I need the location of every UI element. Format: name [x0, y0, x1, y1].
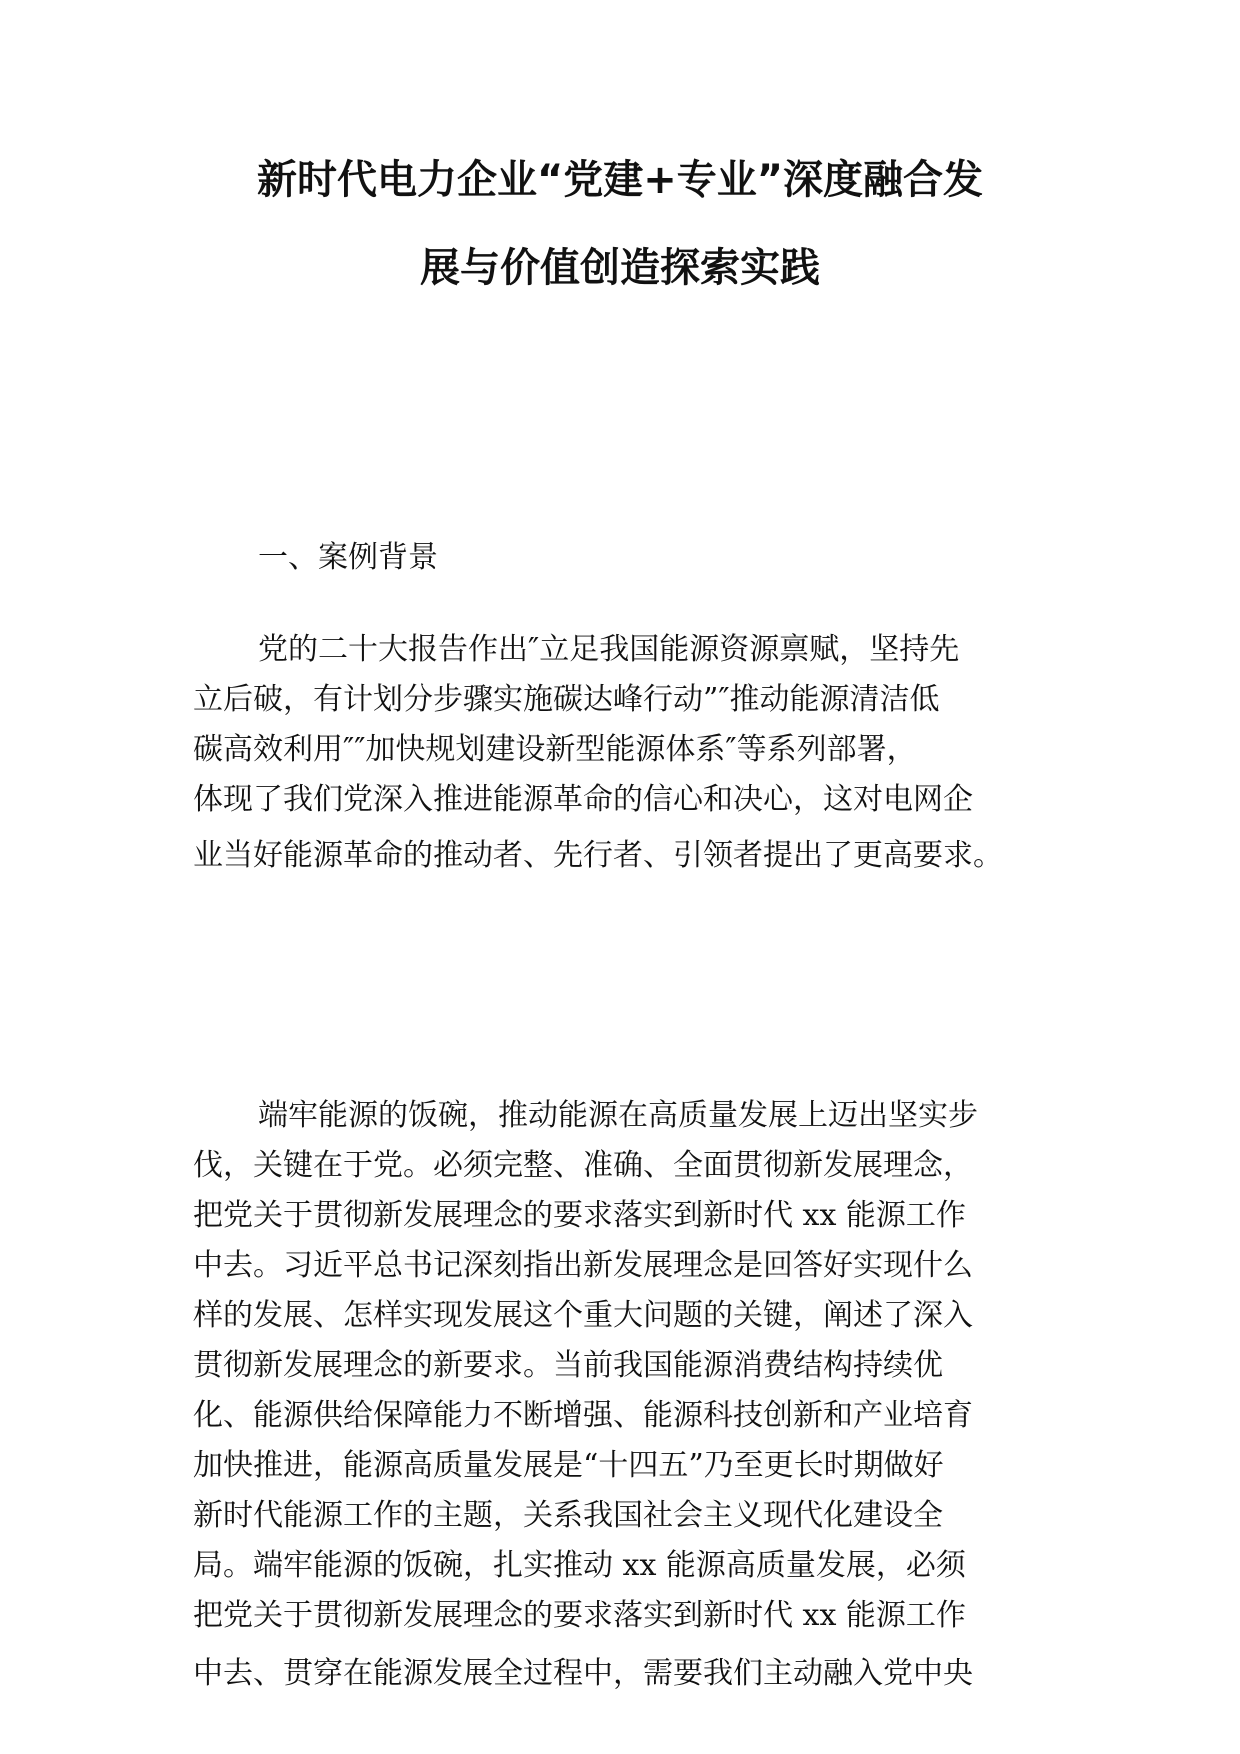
paragraph-1-line: 业当好能源革命的推动者、先行者、引领者提出了更高要求。 — [193, 838, 1003, 873]
paragraph-2-line: 化、能源供给保障能力不断增强、能源科技创新和产业培育 — [193, 1398, 973, 1433]
paragraph-2-line: 伐，关键在于党。必须完整、准确、全面贯彻新发展理念， — [193, 1148, 973, 1183]
paragraph-2-line: 把党关于贯彻新发展理念的要求落实到新时代 xx 能源工作 — [193, 1598, 966, 1633]
paragraph-2-line: 端牢能源的饭碗，推动能源在高质量发展上迈出坚实步 — [258, 1098, 978, 1133]
paragraph-2-line: 样的发展、怎样实现发展这个重大问题的关键，阐述了深入 — [193, 1298, 973, 1333]
section-heading: 一、案例背景 — [258, 540, 438, 575]
paragraph-1-line: 党的二十大报告作出″立足我国能源资源禀赋，坚持先 — [258, 632, 960, 667]
paragraph-2-line: 新时代能源工作的主题，关系我国社会主义现代化建设全 — [193, 1498, 943, 1533]
paragraph-2-line: 中去、贯穿在能源发展全过程中，需要我们主动融入党中央 — [193, 1656, 973, 1691]
paragraph-2-line: 加快推进，能源高质量发展是“十四五”乃至更长时期做好 — [193, 1448, 944, 1483]
document-title-line-1: 新时代电力企业“党建+专业”深度融合发 — [256, 157, 984, 203]
paragraph-2-line: 把党关于贯彻新发展理念的要求落实到新时代 xx 能源工作 — [193, 1198, 966, 1233]
paragraph-1-line: 立后破，有计划分步骤实施碳达峰行动”″推动能源清洁低 — [193, 682, 940, 717]
paragraph-2-line: 贯彻新发展理念的新要求。当前我国能源消费结构持续优 — [193, 1348, 943, 1383]
paragraph-1-line: 碳高效利用″″加快规划建设新型能源体系″等系列部署， — [193, 732, 917, 767]
document-title-line-2: 展与价值创造探索实践 — [420, 245, 820, 291]
paragraph-2-line: 中去。习近平总书记深刻指出新发展理念是回答好实现什么 — [193, 1248, 973, 1283]
paragraph-2-line: 局。端牢能源的饭碗，扎实推动 xx 能源高质量发展，必须 — [193, 1548, 966, 1583]
paragraph-1-line: 体现了我们党深入推进能源革命的信心和决心，这对电网企 — [193, 782, 973, 817]
